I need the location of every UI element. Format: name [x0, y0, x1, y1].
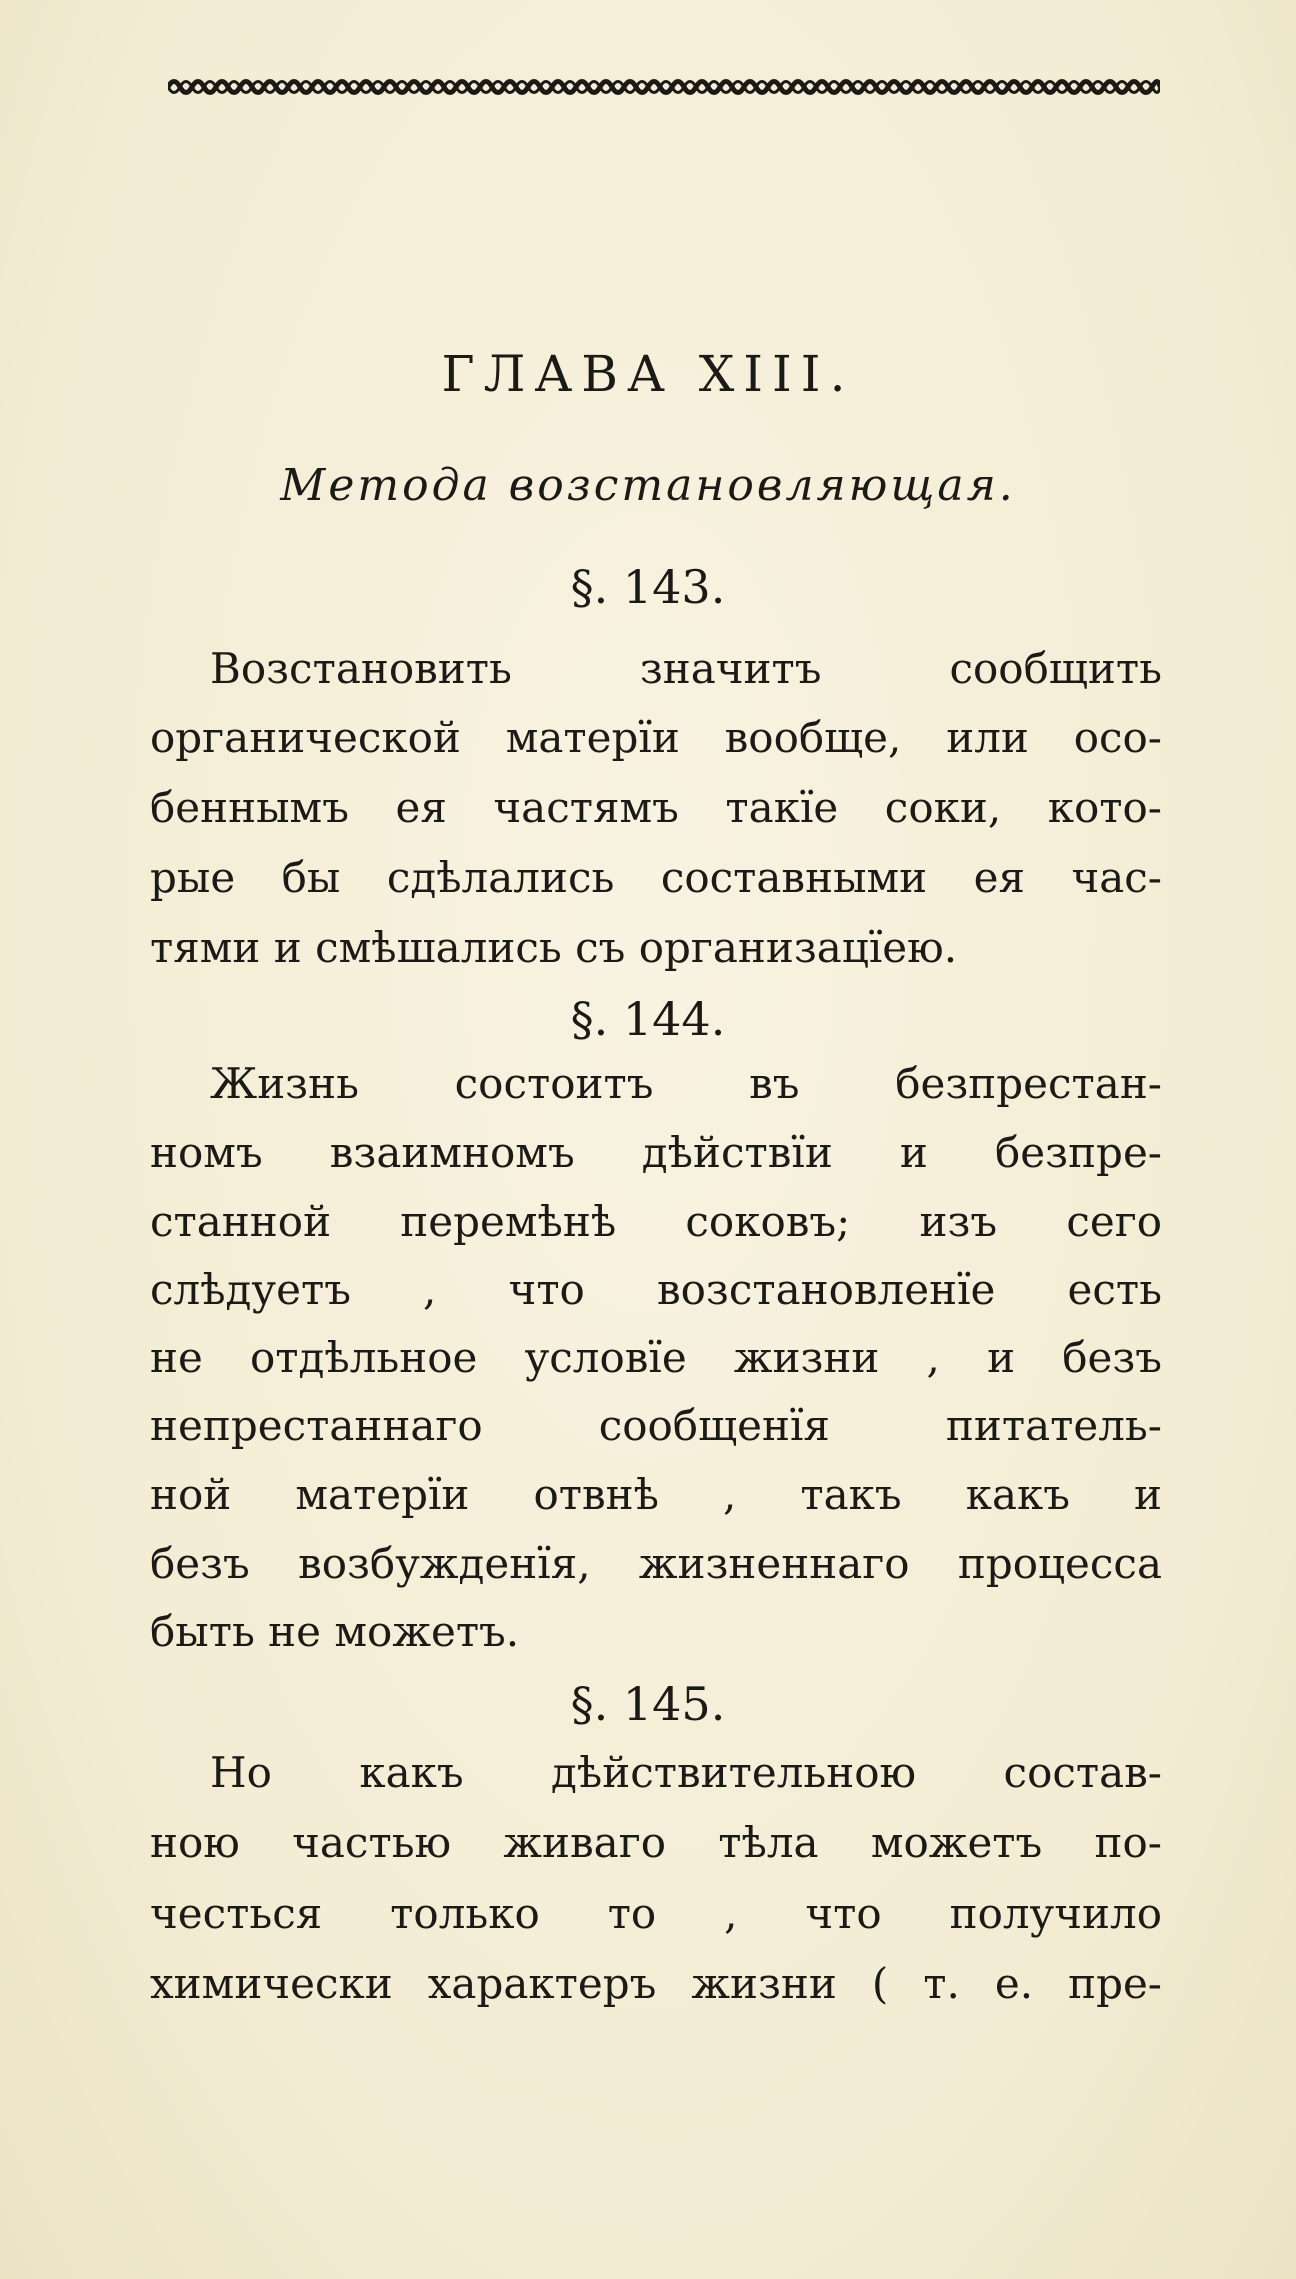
chapter-title: ГЛАВА XIII.: [441, 345, 855, 403]
paragraph-line: ной матерїи отвнѣ , такъ какъ и: [150, 1470, 1162, 1519]
paragraph-line: органической матерїи вообще, или осо-: [150, 713, 1162, 762]
paragraph-line: безъ возбужденїя, жизненнаго процесса: [150, 1539, 1162, 1588]
chapter-subtitle: Метода возстановляющая.: [280, 460, 1016, 511]
paragraph-line: рые бы сдѣлались составными ея час-: [150, 853, 1162, 902]
paragraph-line: непрестаннаго сообщенїя питатель-: [150, 1401, 1162, 1450]
paragraph-line: Жизнь состоитъ въ безпрестан-: [210, 1059, 1162, 1108]
paragraph-line: быть не можетъ.: [150, 1607, 520, 1656]
paragraph-line: не отдѣльное условїе жизни , и безъ: [150, 1333, 1162, 1382]
paragraph-line: химически характеръ жизни ( т. е. пре-: [150, 1959, 1162, 2008]
paragraph-line: станной перемѣнѣ соковъ; изъ сего: [150, 1197, 1162, 1246]
paragraph-line: Возстановить значитъ сообщить: [210, 644, 1162, 693]
paragraph-line: ною частью живаго тѣла можетъ по-: [150, 1818, 1162, 1867]
section-mark-144: §. 144.: [570, 992, 726, 1046]
section-mark-143: §. 143.: [570, 560, 726, 614]
paragraph-line: номъ взаимномъ дѣйствїи и безпре-: [150, 1128, 1162, 1177]
paragraph-line: тями и смѣшались съ организацїею.: [150, 923, 958, 972]
paragraph-line: честься только то , что получило: [150, 1889, 1162, 1938]
paragraph-line: Но какъ дѣйствительною состав-: [210, 1748, 1162, 1797]
paragraph-line: беннымъ ея частямъ такїе соки, кото-: [150, 783, 1162, 832]
section-mark-145: §. 145.: [570, 1677, 726, 1731]
decorative-rule: [168, 72, 1160, 102]
paragraph-line: слѣдуетъ , что возстановленїе есть: [150, 1265, 1162, 1314]
